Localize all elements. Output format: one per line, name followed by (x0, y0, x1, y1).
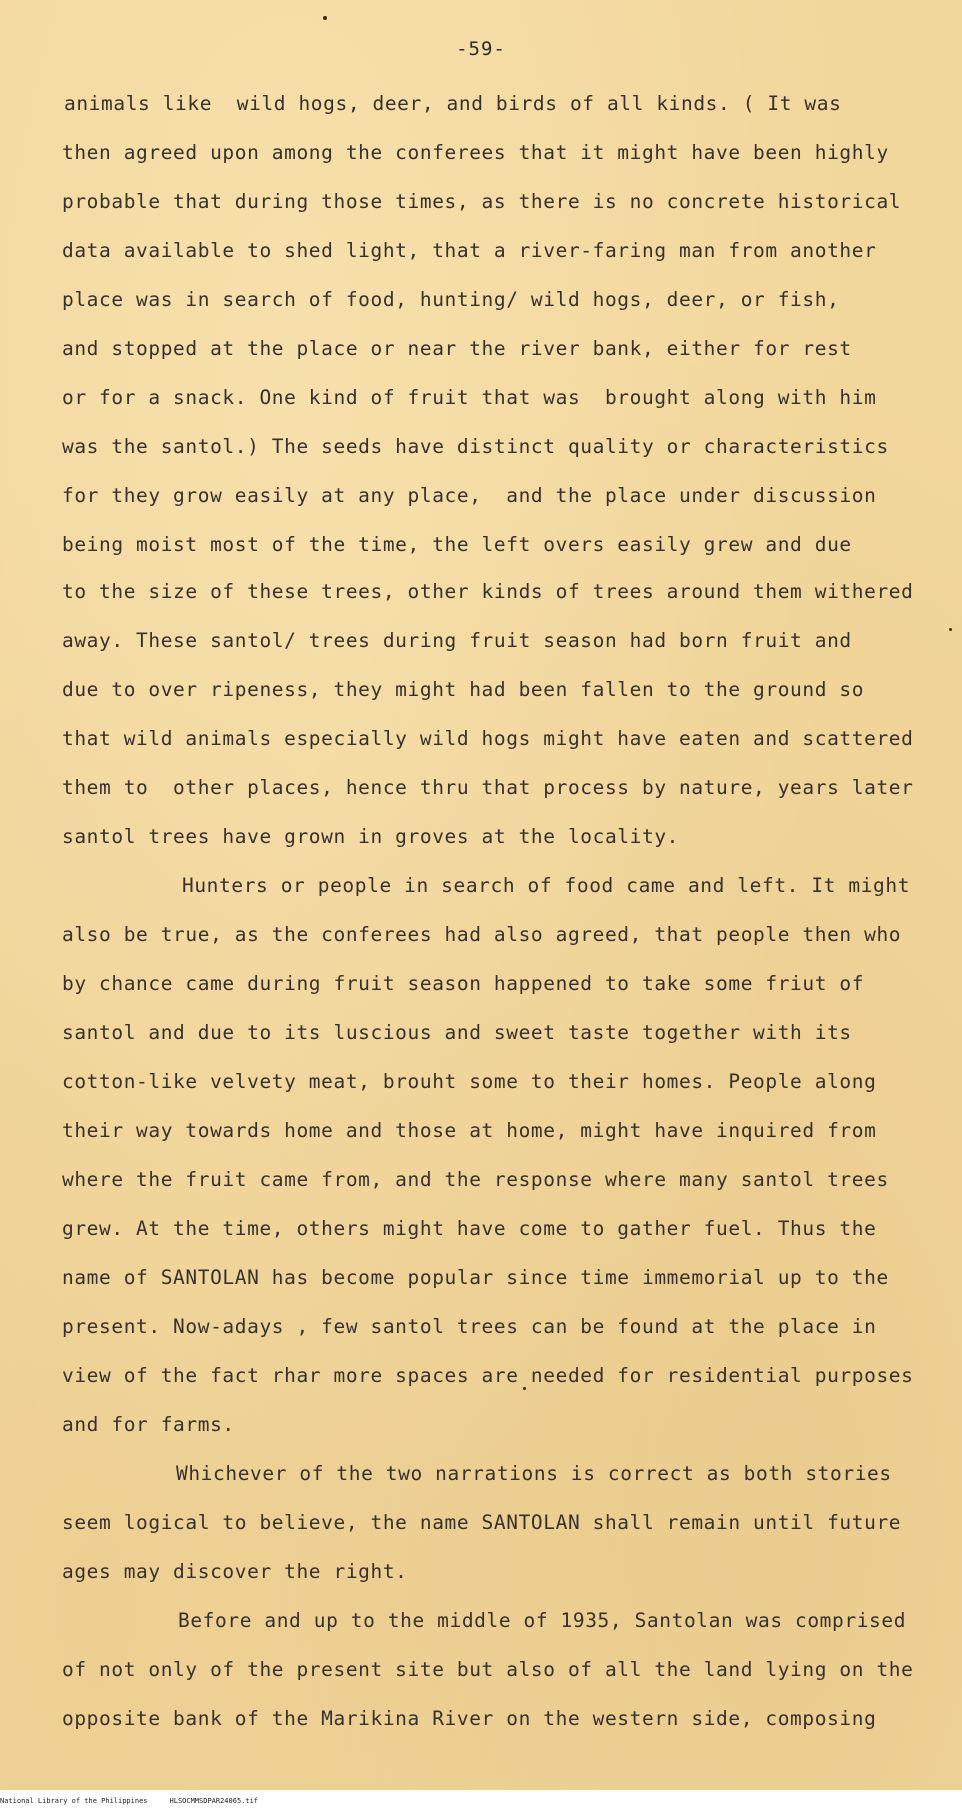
text-line: seem logical to believe, the name SANTOLAN shall remain until future (62, 1511, 902, 1534)
text-line: present. Now-adays , few santol trees can be found at the place in (62, 1315, 877, 1338)
text-line: was the santol.) The seeds have distinct quality or characteristics (62, 435, 889, 458)
text-line: that wild animals especially wild hogs might have eaten and scattered (62, 727, 914, 750)
text-line: where the fruit came from, and the response where many santol trees (62, 1168, 889, 1191)
scan-footer (0, 1795, 962, 1808)
text-line: animals like wild hogs, deer, and birds of all kinds. ( It was (64, 92, 842, 115)
file-name: HLSOCMMSDPAR24065.tif (169, 1797, 259, 1805)
text-line: or for a snack. One kind of fruit that was brought along with him (62, 386, 877, 409)
paper-speck (949, 628, 952, 631)
text-line: santol trees have grown in groves at the locality. (62, 825, 679, 848)
text-line: Before and up to the middle of 1935, Santolan was comprised (178, 1609, 907, 1632)
text-line: data available to shed light, that a river-faring man from another (62, 239, 877, 262)
text-line: then agreed upon among the conferees that it might have been highly (62, 141, 889, 164)
text-line: due to over ripeness, they might had been fallen to the ground so (62, 678, 865, 701)
text-line: cotton-like velvety meat, brouht some to their homes. People along (62, 1070, 877, 1093)
text-line: grew. At the time, others might have come to gather fuel. Thus the (62, 1217, 877, 1240)
text-line: their way towards home and those at home, might have inquired from (62, 1119, 877, 1142)
library-credit: National Library of the Philippines (0, 1797, 148, 1805)
text-line: them to other places, hence thru that process by nature, years later (62, 776, 914, 799)
text-line: away. These santol/ trees during fruit season had born fruit and (62, 629, 852, 652)
paper-speck (323, 16, 327, 20)
text-line: view of the fact rhar more spaces are needed for residential purposes (62, 1364, 914, 1387)
text-line: and for farms. (62, 1413, 235, 1436)
text-line: of not only of the present site but also of all the land lying on the (62, 1658, 914, 1681)
text-line: Whichever of the two narrations is correct as both stories (176, 1462, 892, 1485)
text-line: and stopped at the place or near the river bank, either for rest (62, 337, 852, 360)
text-line: Hunters or people in search of food came and left. It might (182, 874, 911, 897)
text-line: also be true, as the conferees had also agreed, that people then who (62, 923, 902, 946)
page-number: -59- (456, 38, 506, 60)
text-line: opposite bank of the Marikina River on the western side, composing (62, 1707, 877, 1730)
text-line: place was in search of food, hunting/ wild hogs, deer, or fish, (62, 288, 840, 311)
text-line: probable that during those times, as there is no concrete historical (62, 190, 902, 213)
text-line: being moist most of the time, the left overs easily grew and due (62, 533, 852, 556)
text-line: name of SANTOLAN has become popular since time immemorial up to the (62, 1266, 889, 1289)
text-line: ages may discover the right. (62, 1560, 408, 1583)
paper-speck (523, 1387, 526, 1390)
text-line: for they grow easily at any place, and the place under discussion (62, 484, 877, 507)
text-line: by chance came during fruit season happened to take some friut of (62, 972, 865, 995)
text-line: to the size of these trees, other kinds of trees around them withered (62, 580, 914, 603)
text-line: santol and due to its luscious and sweet taste together with its (62, 1021, 852, 1044)
